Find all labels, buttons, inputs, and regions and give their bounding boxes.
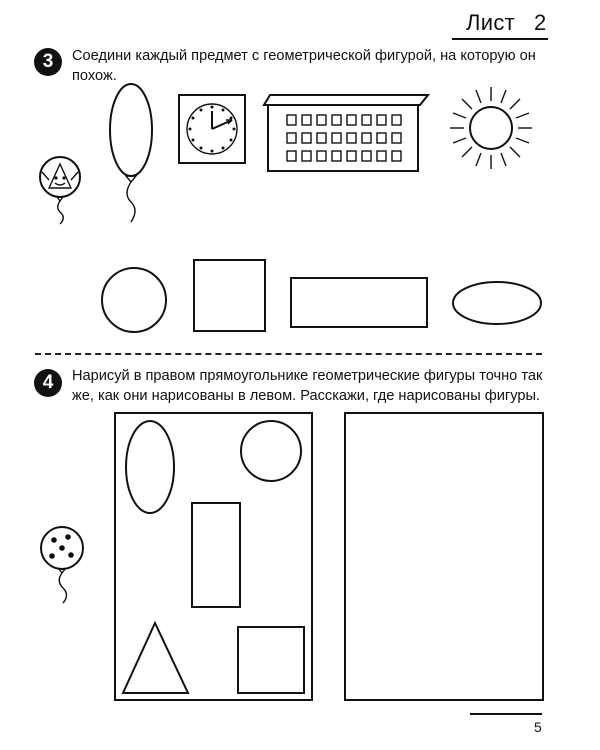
sheet-header	[452, 8, 572, 38]
sample-rectangle	[191, 502, 243, 610]
sample-circle	[240, 420, 304, 484]
task-3-badge: 3	[34, 48, 62, 76]
drawing-frame[interactable]	[344, 412, 546, 702]
sun-icon	[449, 86, 533, 170]
section-divider	[35, 353, 542, 355]
task-4-badge: 4	[34, 369, 62, 397]
balloon-icon	[104, 82, 164, 232]
sample-triangle	[121, 621, 191, 695]
sample-oval	[125, 420, 179, 514]
triangle-balloon-icon	[30, 150, 90, 230]
page-number: 5	[534, 719, 542, 735]
circle-shape	[100, 268, 170, 338]
clock-icon	[178, 93, 248, 165]
square-shape	[193, 259, 267, 333]
sheet-number: 2	[534, 10, 547, 35]
rectangle-shape	[290, 277, 430, 329]
footer-rule	[470, 713, 542, 715]
task-3-instruction: Соедини каждый предмет с геометрической фигурой, на которую он похож.	[72, 48, 536, 84]
sample-square	[237, 626, 307, 696]
dotted-balloon-icon	[35, 523, 95, 608]
sheet-title: Лист	[466, 10, 516, 35]
task-4-instruction: Нарисуй в правом прямоугольнике геометрические фигуры точно так же, как они нарисованы в левом. Расскажи, где нарисованы фигуры.	[72, 368, 543, 404]
sheet-rule	[452, 38, 548, 40]
oval-shape	[452, 280, 544, 328]
building-icon	[262, 93, 434, 173]
